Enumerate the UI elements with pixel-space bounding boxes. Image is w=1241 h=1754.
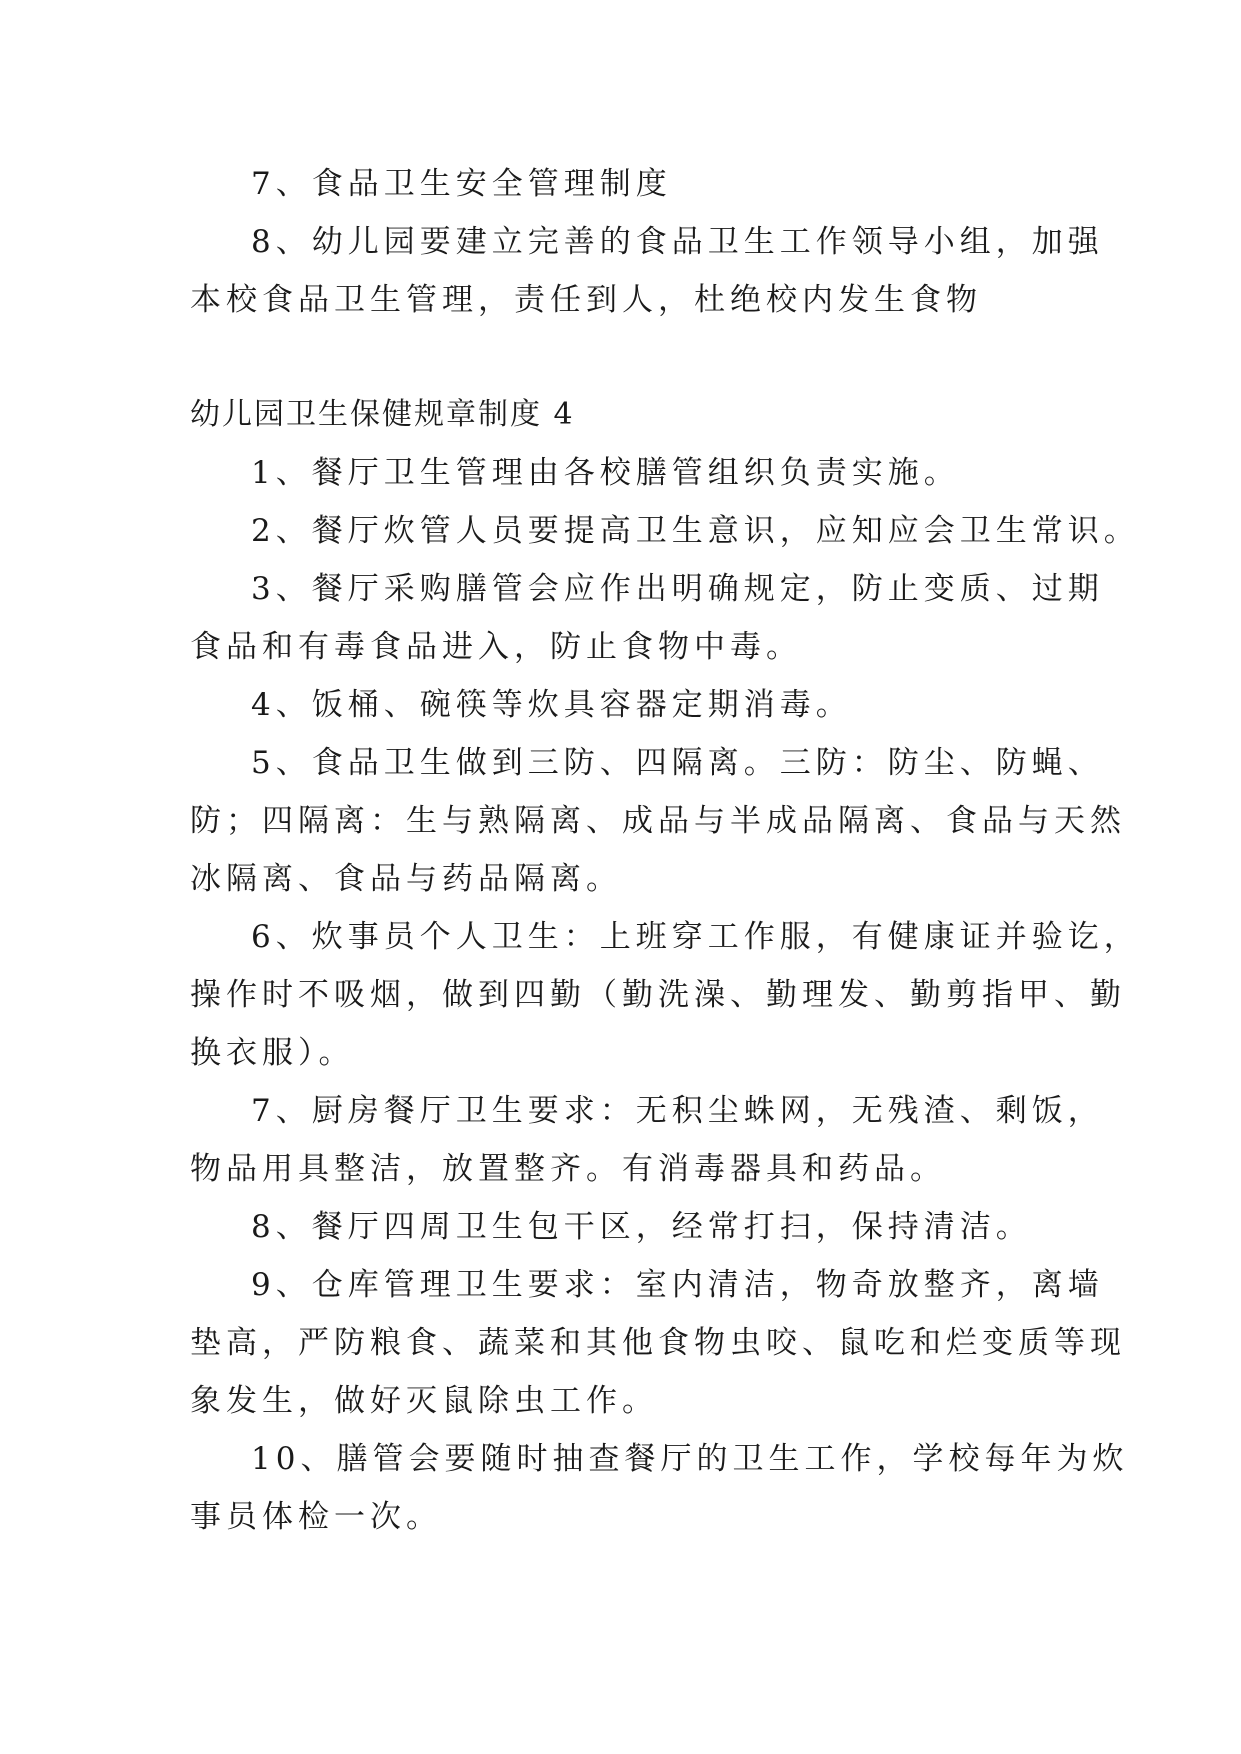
paragraph-line: 6、炊事员个人卫生：上班穿工作服，有健康证并验讫，	[251, 919, 1140, 955]
paragraph-line: 1、餐厅卫生管理由各校膳管组织负责实施。	[251, 455, 960, 491]
paragraph-line: 食品和有毒食品进入，防止食物中毒。	[190, 629, 802, 665]
paragraph-line: 10、膳管会要随时抽查餐厅的卫生工作，学校每年为炊	[251, 1441, 1129, 1477]
paragraph-line: 冰隔离、食品与药品隔离。	[190, 861, 622, 897]
paragraph-line: 5、食品卫生做到三防、四隔离。三防：防尘、防蝇、	[251, 745, 1104, 781]
paragraph-line: 8、餐厅四周卫生包干区，经常打扫，保持清洁。	[251, 1209, 1032, 1245]
section-title: 幼儿园卫生保健规章制度 4	[190, 397, 575, 432]
paragraph-line: 2、餐厅炊管人员要提高卫生意识，应知应会卫生常识。	[251, 513, 1140, 549]
paragraph-line: 物品用具整洁，放置整齐。有消毒器具和药品。	[190, 1151, 946, 1187]
paragraph-line: 3、餐厅采购膳管会应作出明确规定，防止变质、过期	[251, 571, 1104, 607]
paragraph-line: 8、幼儿园要建立完善的食品卫生工作领导小组，加强	[251, 224, 1104, 260]
paragraph-line: 象发生，做好灭鼠除虫工作。	[190, 1383, 658, 1419]
paragraph-line: 换衣服）。	[190, 1035, 355, 1071]
paragraph-line: 4、饭桶、碗筷等炊具容器定期消毒。	[251, 687, 852, 723]
paragraph-line: 7、食品卫生安全管理制度	[251, 166, 672, 202]
paragraph-line: 本校食品卫生管理，责任到人，杜绝校内发生食物	[190, 282, 982, 318]
paragraph-line: 9、仓库管理卫生要求：室内清洁，物奇放整齐，离墙	[251, 1267, 1104, 1303]
paragraph-line: 事员体检一次。	[190, 1499, 442, 1535]
paragraph-line: 防；四隔离：生与熟隔离、成品与半成品隔离、食品与天然	[190, 803, 1126, 839]
paragraph-line: 垫高，严防粮食、蔬菜和其他食物虫咬、鼠吃和烂变质等现	[190, 1325, 1126, 1361]
paragraph-line: 7、厨房餐厅卫生要求：无积尘蛛网，无残渣、剩饭，	[251, 1093, 1104, 1129]
paragraph-line: 操作时不吸烟，做到四勤（勤洗澡、勤理发、勤剪指甲、勤	[190, 977, 1126, 1013]
